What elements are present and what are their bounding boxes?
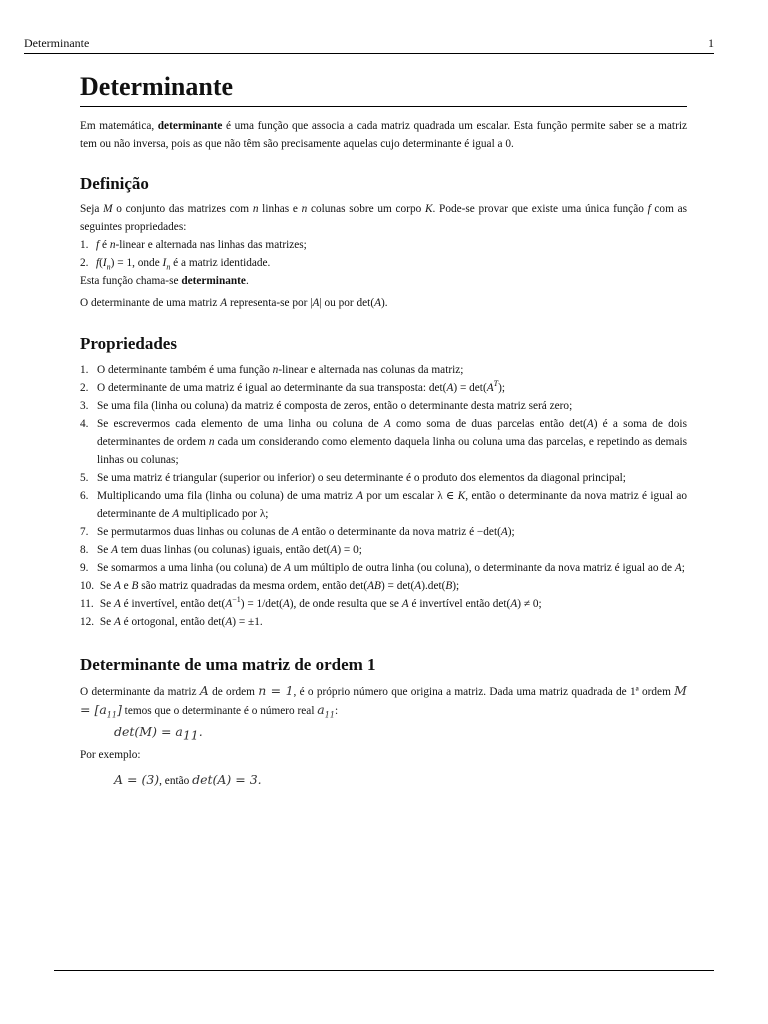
text: ) = 1, onde <box>110 257 163 269</box>
text: com as seguintes propriedades: <box>80 203 687 233</box>
property-item <box>80 361 687 379</box>
math-part: det(M) = a <box>114 724 183 739</box>
math-subscript: 11 <box>106 710 117 720</box>
ordem1-paragraph <box>80 682 687 720</box>
property-text: Se uma matriz é triangular (superior ou inferior) o seu determinante é o produto dos elementos da diagonal principal; <box>97 472 626 484</box>
section-heading-propriedades: Propriedades <box>80 334 177 353</box>
text: -linear e alternada nas linhas das matrizes; <box>115 239 307 251</box>
text: : <box>334 705 339 717</box>
property-text: Se permutarmos duas linhas ou colunas de A então o determinante da nova matriz é −det(A); <box>97 526 515 538</box>
var-n: n <box>109 239 116 251</box>
math-part: . <box>198 724 203 739</box>
property-text: Se uma fila (linha ou coluna) da matriz é composta de zeros, então o determinante desta matriz será zero; <box>97 400 573 412</box>
running-header <box>24 36 714 54</box>
math-a11 <box>317 702 335 720</box>
var-f: f <box>647 203 651 215</box>
text: temos que o determinante é o número real <box>121 705 318 717</box>
property-text: Se escrevermos cada elemento de uma linha ou coluna de A como soma de duas parcelas então det(A) é a soma de dois determinantes de ordem n cada um considerando como elemento daquela linha ou coluna uma das parcelas, e repetindo as demais linhas ou colunas; <box>97 418 688 466</box>
var-f: f <box>96 257 100 269</box>
list-item <box>80 236 687 254</box>
text: | ou por det( <box>319 297 375 309</box>
list-number: 8. <box>80 544 89 556</box>
text: O determinante da matriz <box>80 686 200 698</box>
page-number: 1 <box>708 36 714 50</box>
text: representa-se por | <box>227 297 313 309</box>
propriedades-list <box>80 361 687 631</box>
property-item <box>80 541 687 559</box>
math-part: det(A) = 3 <box>192 772 258 787</box>
property-text: Se A e B são matriz quadradas da mesma ordem, então det(AB) = det(A).det(B); <box>97 580 460 592</box>
property-text: O determinante de uma matriz é igual ao determinante da sua transposta: $\det(A) = \det(A^T)$; <box>97 379 505 394</box>
property-item <box>80 379 687 397</box>
list-number: 12. <box>80 616 95 628</box>
property-text: Se A tem duas linhas (ou colunas) iguais, então det(A) = 0; <box>97 544 362 556</box>
subscript-n: n <box>166 262 171 272</box>
intro-paragraph <box>80 117 687 153</box>
text: é a matriz identidade. <box>170 257 271 269</box>
list-number: 7. <box>80 526 89 538</box>
list-item <box>80 254 687 272</box>
list-number: 10. <box>80 580 95 592</box>
definicao-conclusion <box>80 272 687 290</box>
property-text: Se somarmos a uma linha (ou coluna) de A um múltiplo de outra linha (ou coluna), o determinante da nova matriz é igual ao de A; <box>97 562 685 574</box>
list-number: 1. <box>80 364 89 376</box>
property-item <box>80 397 687 415</box>
definicao-paragraph <box>80 200 687 236</box>
intro-bold-term: determinante <box>157 120 223 132</box>
footer-rule <box>54 970 714 971</box>
list-number: 9. <box>80 562 89 574</box>
text: de ordem <box>208 686 259 698</box>
notation-paragraph <box>80 294 687 312</box>
var-n: n <box>301 203 308 215</box>
text: . Pode-se provar que existe uma única função <box>432 203 648 215</box>
text: o conjunto das matrizes com <box>112 203 253 215</box>
property-item <box>80 415 687 469</box>
text: linhas e <box>258 203 302 215</box>
text: ( <box>99 257 103 269</box>
text: , é o próprio número que origina a matriz. Dada uma matriz quadrada de 1ª ordem <box>293 686 675 698</box>
property-item <box>80 523 687 541</box>
list-number: 11. <box>80 598 94 610</box>
property-text: O determinante também é uma função n-linear e alternada nas colunas da matriz; <box>97 364 464 376</box>
math-part: . <box>257 772 262 787</box>
equation-example <box>80 770 687 791</box>
text: . <box>245 275 249 287</box>
var-M: M <box>103 203 113 215</box>
property-item <box>80 469 687 487</box>
property-text: Multiplicando uma fila (linha ou coluna) de uma matriz A por um escalar λ ∈ K, então o determinante da nova matriz é igual ao determinante de A multiplicado por λ; <box>97 490 688 520</box>
equation-det-M <box>80 722 687 742</box>
property-text: Se A é invertível, então $\det(A^{-1}) = 1/\det(A)$, de onde resulta que se A é invertível então det(A) ≠ 0; <box>97 595 542 610</box>
running-header-title: Determinante <box>24 36 90 50</box>
math-part: a <box>317 702 325 717</box>
property-item <box>80 613 687 631</box>
section-heading-definicao: Definição <box>80 174 149 193</box>
var-f: f <box>96 239 100 251</box>
list-number: 6. <box>80 490 89 502</box>
definicao-list <box>80 236 687 272</box>
page-title: Determinante <box>80 72 687 107</box>
var-K: K <box>424 203 433 215</box>
subscript-n: n <box>106 262 111 272</box>
bold-term: determinante <box>181 275 246 287</box>
section-heading-ordem1: Determinante de uma matriz de ordem 1 <box>80 655 376 674</box>
intro-text-2: é uma função que associa a cada matriz quadrada um escalar. Esta função permite saber se a matriz tem ou não inversa, pois as que não têm são precisamente aquelas cujo determinante é igual a 0. <box>80 120 687 150</box>
var-n: n <box>252 203 259 215</box>
math-part: A = (3) <box>114 772 160 787</box>
text: O determinante de uma matriz <box>80 297 221 309</box>
property-item <box>80 487 687 523</box>
text: colunas sobre um corpo <box>307 203 425 215</box>
text: , então <box>159 775 193 787</box>
math-part: ] <box>116 702 122 717</box>
article-body <box>80 72 687 795</box>
property-item <box>80 577 687 595</box>
list-number: 1. <box>80 239 89 251</box>
list-number: 5. <box>80 472 89 484</box>
math-part: M = [a <box>80 683 687 717</box>
math-n-equals-1: n = 1 <box>258 683 294 698</box>
text: Esta função chama-se <box>80 275 182 287</box>
text: é <box>99 239 110 251</box>
list-number: 3. <box>80 400 89 412</box>
intro-text-1: Em matemática, <box>80 120 158 132</box>
text: Seja <box>80 203 104 215</box>
var-A: A <box>312 297 320 309</box>
property-item <box>80 559 687 577</box>
math-subscript: 11 <box>182 727 199 743</box>
property-item <box>80 595 687 613</box>
var-I: I <box>162 257 167 269</box>
math-subscript: 11 <box>324 710 335 720</box>
list-number: 2. <box>80 257 89 269</box>
math-A: A <box>199 683 209 698</box>
list-number: 2. <box>80 382 89 394</box>
var-I: I <box>102 257 107 269</box>
list-number: 4. <box>80 418 89 430</box>
var-A: A <box>220 297 228 309</box>
var-A: A <box>374 297 381 309</box>
property-text: Se A é ortogonal, então det(A) = ±1. <box>97 616 263 628</box>
example-label: Por exemplo: <box>80 749 141 761</box>
text: ). <box>380 297 388 309</box>
